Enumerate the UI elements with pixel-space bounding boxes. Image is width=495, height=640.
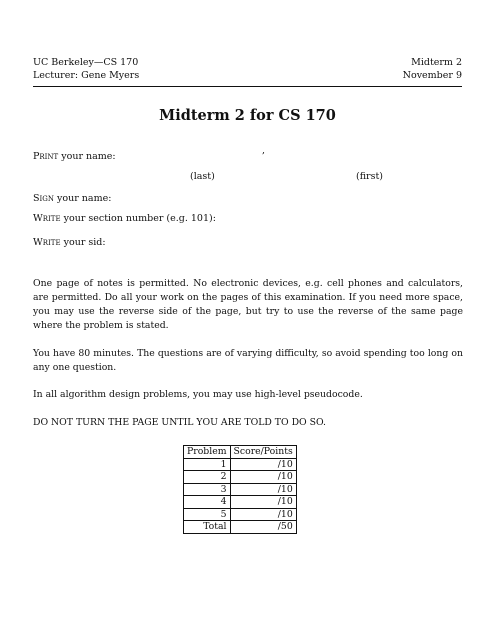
total-label: Total — [184, 521, 231, 534]
instructions-paragraph-2: You have 80 minutes. The questions are of varying difficulty, so avoid spending too long on any one question. — [33, 348, 463, 373]
exam-name: Midterm 2 — [411, 57, 462, 68]
problem-points: /10 — [230, 458, 296, 471]
write-keyword-sid: Write — [33, 237, 61, 248]
problem-number: 3 — [184, 483, 231, 496]
score-table — [183, 445, 297, 534]
section-number-label — [33, 212, 216, 226]
print-keyword: Print — [33, 151, 59, 162]
page-title: Midterm 2 for CS 170 — [159, 107, 336, 124]
section-rest: your section number (e.g. 101): — [60, 213, 216, 224]
problem-points: /10 — [230, 496, 296, 509]
total-points: /50 — [230, 521, 296, 534]
sign-rest: your name: — [54, 193, 112, 204]
header-rule — [33, 86, 462, 87]
sign-keyword: Sign — [33, 193, 54, 204]
problem-number: 5 — [184, 508, 231, 521]
problem-points: /10 — [230, 508, 296, 521]
exam-date: November 9 — [402, 70, 462, 81]
course-name: UC Berkeley—CS 170 — [33, 57, 139, 68]
score-header: Score/Points — [230, 446, 296, 459]
table-row — [184, 508, 297, 521]
problem-points: /10 — [230, 483, 296, 496]
problem-number: 2 — [184, 471, 231, 484]
problem-number: 1 — [184, 458, 231, 471]
print-name-label — [33, 150, 116, 164]
name-comma: , — [262, 145, 266, 156]
last-name-label: (last) — [190, 171, 215, 182]
sid-rest: your sid: — [60, 237, 106, 248]
table-row — [184, 483, 297, 496]
problem-points: /10 — [230, 471, 296, 484]
table-row-total — [184, 521, 297, 534]
problem-number: 4 — [184, 496, 231, 509]
problem-header: Problem — [184, 446, 231, 459]
instructions-paragraph-1: One page of notes is permitted. No electronic devices, e.g. cell phones and calculators, are permitted. Do all your work on the pages of this examination. If you need more space, you may use the reverse side of the page, but try to use the reverse of the same page where the problem is stated. — [33, 278, 463, 331]
instructions-paragraph-4: DO NOT TURN THE PAGE UNTIL YOU ARE TOLD TO DO SO. — [33, 417, 326, 428]
score-table-header — [184, 446, 297, 459]
table-row — [184, 496, 297, 509]
print-rest: your name: — [58, 151, 116, 162]
instructions-paragraph-3: In all algorithm design problems, you may use high-level pseudocode. — [33, 389, 363, 400]
write-keyword: Write — [33, 213, 61, 224]
table-row — [184, 471, 297, 484]
lecturer-name: Lecturer: Gene Myers — [33, 70, 140, 81]
first-name-label: (first) — [356, 171, 383, 182]
table-row — [184, 458, 297, 471]
sign-name-label — [33, 192, 111, 206]
sid-label — [33, 236, 106, 250]
